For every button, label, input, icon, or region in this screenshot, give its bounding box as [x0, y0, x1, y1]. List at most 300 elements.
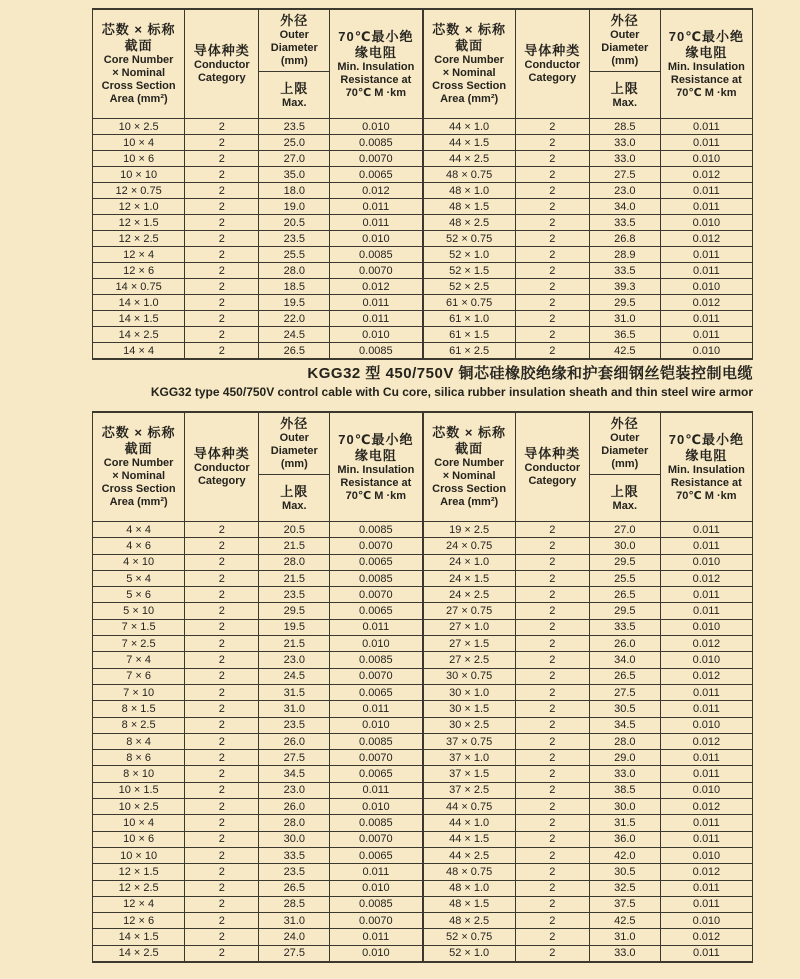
header-od-en: Diameter: [601, 42, 649, 54]
table-cell: 2: [515, 151, 589, 167]
lower-table-left-half: [92, 411, 423, 963]
table-cell: 14 × 1.0: [93, 295, 185, 311]
col-header-upper-limit-max: [589, 475, 660, 522]
header-conductor-en: Conductor: [194, 59, 250, 71]
table-cell: 33.0: [589, 135, 660, 151]
table-cell: 0.0070: [330, 587, 422, 603]
table-cell: 14 × 1.5: [93, 929, 185, 945]
table-cell: 24 × 2.5: [423, 587, 515, 603]
table-cell: 19.0: [259, 199, 330, 215]
table-row: [423, 799, 753, 815]
table-cell: 30.5: [589, 864, 660, 880]
table-cell: 0.010: [660, 279, 752, 295]
table-cell: 26.5: [589, 668, 660, 684]
table-cell: 0.010: [330, 799, 422, 815]
table-cell: 28.0: [589, 733, 660, 749]
table-cell: 2: [185, 896, 259, 912]
table-row: [93, 733, 423, 749]
table-cell: 33.0: [589, 945, 660, 962]
table-cell: 30.0: [589, 538, 660, 554]
table-row: [93, 619, 423, 635]
table-cell: 30 × 1.5: [423, 701, 515, 717]
table-cell: 2: [515, 327, 589, 343]
table-cell: 21.5: [259, 570, 330, 586]
header-od-zh: 外径: [280, 13, 309, 28]
table-cell: 34.0: [589, 199, 660, 215]
table-cell: 12 × 0.75: [93, 183, 185, 199]
table-cell: 0.011: [660, 880, 752, 896]
table-row: [423, 119, 753, 135]
col-header-min-insulation-resistance: [660, 412, 752, 522]
table-cell: 36.0: [589, 831, 660, 847]
header-core-en: Area (mm²): [440, 93, 499, 105]
table-cell: 0.010: [660, 717, 752, 733]
cable-spec-table: [423, 411, 754, 963]
table-cell: 2: [515, 864, 589, 880]
table-cell: 33.0: [589, 766, 660, 782]
table-row: [93, 799, 423, 815]
table-cell: 2: [185, 717, 259, 733]
header-resistance-en: Min. Insulation: [667, 60, 745, 73]
table-row: [93, 343, 423, 360]
table-cell: 12 × 2.5: [93, 880, 185, 896]
table-cell: 2: [515, 311, 589, 327]
table-cell: 10 × 1.5: [93, 782, 185, 798]
table-cell: 2: [185, 913, 259, 929]
table-row: [423, 279, 753, 295]
table-cell: 26.0: [259, 733, 330, 749]
table-cell: 0.0085: [330, 135, 422, 151]
table-cell: 52 × 0.75: [423, 231, 515, 247]
table-cell: 33.5: [589, 263, 660, 279]
table-row: [93, 167, 423, 183]
table-cell: 61 × 1.0: [423, 311, 515, 327]
table-cell: 0.012: [660, 570, 752, 586]
table-cell: 0.012: [660, 668, 752, 684]
table-cell: 0.010: [330, 880, 422, 896]
table-cell: 0.0085: [330, 570, 422, 586]
table-cell: 2: [185, 668, 259, 684]
table-row: [423, 231, 753, 247]
table-row: [93, 750, 423, 766]
table-cell: 0.0070: [330, 750, 422, 766]
table-cell: 2: [185, 522, 259, 538]
table-cell: 2: [515, 587, 589, 603]
section-title-chinese: KGG32 型 450/750V 铜芯硅橡胶绝缘和护套细钢丝铠装控制电缆: [307, 365, 753, 382]
table-cell: 0.011: [660, 199, 752, 215]
table-cell: 2: [185, 343, 259, 360]
table-cell: 42.5: [589, 913, 660, 929]
table-cell: 30 × 2.5: [423, 717, 515, 733]
table-cell: 39.3: [589, 279, 660, 295]
table-cell: 0.011: [660, 522, 752, 538]
table-row: [423, 570, 753, 586]
table-cell: 26.5: [259, 343, 330, 360]
table-body: [423, 119, 753, 360]
table-cell: 52 × 0.75: [423, 929, 515, 945]
table-cell: 0.010: [660, 619, 752, 635]
table-cell: 24.5: [259, 327, 330, 343]
table-cell: 2: [515, 701, 589, 717]
table-cell: 27.0: [259, 151, 330, 167]
table-cell: 2: [185, 831, 259, 847]
table-row: [93, 701, 423, 717]
col-header-conductor-category: [185, 9, 259, 119]
upper-table-right-half: [423, 8, 754, 360]
table-cell: 42.5: [589, 343, 660, 360]
table-row: [423, 167, 753, 183]
header-max-en: Max.: [282, 499, 307, 512]
table-cell: 0.011: [660, 327, 752, 343]
table-cell: 2: [185, 135, 259, 151]
table-cell: 0.011: [660, 538, 752, 554]
header-resistance-en: Min. Insulation: [337, 60, 415, 73]
cable-spec-table: [92, 8, 423, 360]
table-cell: 0.010: [330, 119, 422, 135]
table-cell: 0.010: [330, 636, 422, 652]
table-cell: 2: [515, 167, 589, 183]
table-cell: 0.011: [660, 183, 752, 199]
table-cell: 0.0065: [330, 554, 422, 570]
table-cell: 2: [185, 847, 259, 863]
table-cell: 2: [185, 263, 259, 279]
table-cell: 2: [515, 717, 589, 733]
col-header-outer-diameter: [589, 9, 660, 72]
table-cell: 5 × 10: [93, 603, 185, 619]
table-cell: 28.0: [259, 815, 330, 831]
table-cell: 23.5: [259, 717, 330, 733]
table-row: [423, 717, 753, 733]
table-cell: 2: [515, 945, 589, 962]
table-cell: 44 × 1.0: [423, 119, 515, 135]
table-cell: 2: [515, 815, 589, 831]
table-cell: 2: [515, 929, 589, 945]
table-cell: 2: [185, 247, 259, 263]
table-cell: 12 × 4: [93, 896, 185, 912]
col-header-upper-limit-max: [589, 72, 660, 119]
table-row: [423, 554, 753, 570]
header-core-zh: 截面: [124, 38, 153, 53]
header-core-zh: 截面: [455, 441, 484, 456]
table-cell: 5 × 6: [93, 587, 185, 603]
table-cell: 0.012: [330, 279, 422, 295]
table-row: [423, 311, 753, 327]
upper-table-left-half: [92, 8, 423, 360]
table-row: [93, 782, 423, 798]
header-core-en: Core Number: [103, 54, 174, 66]
table-cell: 0.0065: [330, 847, 422, 863]
table-cell: 18.0: [259, 183, 330, 199]
col-header-outer-diameter: [259, 9, 330, 72]
table-cell: 0.010: [330, 717, 422, 733]
header-od-en: Outer: [279, 29, 309, 41]
table-cell: 10 × 10: [93, 847, 185, 863]
header-od-en: Diameter: [601, 445, 649, 457]
table-cell: 2: [515, 231, 589, 247]
header-resistance-en: 70℃ M ·km: [676, 489, 737, 502]
table-cell: 48 × 1.0: [423, 183, 515, 199]
table-cell: 27.5: [259, 750, 330, 766]
table-row: [423, 652, 753, 668]
table-row: [93, 668, 423, 684]
header-max-zh: 上限: [280, 80, 309, 96]
header-od-en: (mm): [611, 458, 639, 470]
header-core-en: × Nominal: [442, 470, 496, 482]
table-cell: 2: [515, 684, 589, 700]
table-row: [423, 587, 753, 603]
table-row: [93, 215, 423, 231]
table-cell: 14 × 1.5: [93, 311, 185, 327]
header-conductor-zh: 导体种类: [193, 446, 250, 461]
header-conductor-zh: 导体种类: [524, 43, 581, 58]
table-cell: 2: [185, 701, 259, 717]
table-cell: 26.0: [589, 636, 660, 652]
table-cell: 2: [185, 215, 259, 231]
table-cell: 48 × 1.5: [423, 896, 515, 912]
table-cell: 0.010: [330, 327, 422, 343]
col-header-min-insulation-resistance: [330, 412, 422, 522]
header-core-en: Core Number: [434, 457, 504, 469]
table-row: [423, 636, 753, 652]
table-cell: 14 × 4: [93, 343, 185, 360]
table-cell: 14 × 2.5: [93, 945, 185, 962]
header-max-en: Max.: [612, 499, 638, 512]
table-cell: 0.011: [660, 766, 752, 782]
table-cell: 28.5: [259, 896, 330, 912]
table-cell: 32.5: [589, 880, 660, 896]
header-core-zh: 芯数 × 标称: [101, 425, 176, 440]
table-cell: 0.010: [660, 343, 752, 360]
table-cell: 22.0: [259, 311, 330, 327]
table-cell: 2: [515, 831, 589, 847]
table-cell: 2: [515, 119, 589, 135]
table-cell: 2: [515, 603, 589, 619]
header-od-zh: 外径: [610, 13, 639, 28]
table-cell: 0.011: [330, 619, 422, 635]
table-cell: 34.0: [589, 652, 660, 668]
table-row: [93, 815, 423, 831]
table-cell: 61 × 1.5: [423, 327, 515, 343]
header-resistance-en: Resistance at: [670, 73, 742, 86]
table-cell: 4 × 6: [93, 538, 185, 554]
table-cell: 2: [515, 636, 589, 652]
header-max-en: Max.: [612, 96, 638, 109]
table-cell: 2: [185, 652, 259, 668]
header-resistance-en: 70℃ M ·km: [345, 489, 407, 502]
table-cell: 0.0085: [330, 343, 422, 360]
table-row: [93, 929, 423, 945]
header-core-en: × Nominal: [112, 470, 166, 482]
table-cell: 2: [185, 880, 259, 896]
table-cell: 2: [185, 538, 259, 554]
table-cell: 2: [515, 538, 589, 554]
table-cell: 2: [515, 766, 589, 782]
table-cell: 0.0065: [330, 167, 422, 183]
table-cell: 2: [515, 799, 589, 815]
table-body: [423, 522, 753, 963]
table-row: [93, 896, 423, 912]
table-row: [423, 215, 753, 231]
table-cell: 2: [185, 684, 259, 700]
table-cell: 37.5: [589, 896, 660, 912]
header-core-en: Cross Section: [432, 80, 507, 92]
table-row: [423, 864, 753, 880]
table-cell: 25.0: [259, 135, 330, 151]
header-od-en: (mm): [611, 55, 639, 67]
table-cell: 2: [515, 913, 589, 929]
table-cell: 20.5: [259, 522, 330, 538]
header-resistance-zh: 缘电阻: [685, 44, 728, 60]
table-cell: 30.5: [589, 701, 660, 717]
header-resistance-en: Min. Insulation: [667, 463, 745, 476]
table-cell: 2: [515, 554, 589, 570]
lower-table-right-half: [423, 411, 754, 963]
table-cell: 24.0: [259, 929, 330, 945]
header-core-en: Area (mm²): [440, 496, 499, 508]
header-od-en: (mm): [280, 55, 308, 67]
table-cell: 0.011: [660, 684, 752, 700]
table-cell: 61 × 0.75: [423, 295, 515, 311]
col-header-conductor-category: [515, 412, 589, 522]
table-row: [93, 717, 423, 733]
table-cell: 33.5: [589, 215, 660, 231]
header-conductor-en: Category: [197, 475, 246, 487]
header-resistance-en: Resistance at: [670, 476, 742, 489]
table-cell: 26.8: [589, 231, 660, 247]
table-row: [93, 295, 423, 311]
table-cell: 2: [185, 151, 259, 167]
table-cell: 0.012: [660, 733, 752, 749]
table-cell: 2: [515, 522, 589, 538]
table-cell: 10 × 4: [93, 815, 185, 831]
table-row: [93, 847, 423, 863]
table-cell: 2: [515, 135, 589, 151]
table-cell: 37 × 2.5: [423, 782, 515, 798]
table-cell: 12 × 6: [93, 263, 185, 279]
table-cell: 29.5: [589, 603, 660, 619]
table-cell: 0.0070: [330, 831, 422, 847]
table-cell: 0.0070: [330, 151, 422, 167]
table-cell: 24.5: [259, 668, 330, 684]
table-row: [93, 199, 423, 215]
header-od-zh: 外径: [610, 416, 639, 431]
header-core-zh: 芯数 × 标称: [432, 425, 507, 440]
table-cell: 27 × 1.0: [423, 619, 515, 635]
table-cell: 42.0: [589, 847, 660, 863]
header-od-en: Outer: [279, 432, 309, 444]
table-cell: 10 × 6: [93, 151, 185, 167]
table-cell: 23.5: [259, 587, 330, 603]
table-cell: 37 × 1.5: [423, 766, 515, 782]
table-cell: 2: [515, 247, 589, 263]
table-cell: 2: [515, 652, 589, 668]
table-cell: 0.011: [660, 750, 752, 766]
table-row: [93, 135, 423, 151]
table-cell: 0.012: [660, 929, 752, 945]
header-max-zh: 上限: [280, 483, 309, 499]
table-cell: 34.5: [259, 766, 330, 782]
table-cell: 2: [185, 119, 259, 135]
col-header-upper-limit-max: [259, 72, 330, 119]
col-header-outer-diameter: [589, 412, 660, 475]
table-cell: 0.011: [660, 135, 752, 151]
table-row: [423, 199, 753, 215]
table-row: [423, 619, 753, 635]
table-cell: 44 × 1.5: [423, 831, 515, 847]
table-cell: 26.5: [589, 587, 660, 603]
table-row: [423, 945, 753, 962]
table-cell: 2: [185, 636, 259, 652]
table-cell: 27.5: [589, 167, 660, 183]
table-cell: 0.0065: [330, 684, 422, 700]
table-cell: 2: [515, 896, 589, 912]
table-cell: 0.011: [660, 831, 752, 847]
table-cell: 35.0: [259, 167, 330, 183]
table-cell: 10 × 2.5: [93, 799, 185, 815]
table-cell: 48 × 1.5: [423, 199, 515, 215]
table-cell: 2: [185, 782, 259, 798]
table-row: [93, 151, 423, 167]
lower-spec-table: [92, 411, 753, 963]
header-resistance-zh: 缘电阻: [354, 447, 397, 463]
table-cell: 33.0: [589, 151, 660, 167]
col-header-min-insulation-resistance: [660, 9, 752, 119]
table-cell: 31.5: [589, 815, 660, 831]
table-cell: 0.011: [330, 701, 422, 717]
table-cell: 12 × 1.5: [93, 215, 185, 231]
table-cell: 2: [515, 847, 589, 863]
table-cell: 30 × 0.75: [423, 668, 515, 684]
table-cell: 37 × 1.0: [423, 750, 515, 766]
table-cell: 30.0: [589, 799, 660, 815]
table-cell: 12 × 2.5: [93, 231, 185, 247]
header-max-zh: 上限: [610, 483, 639, 499]
table-cell: 52 × 1.0: [423, 945, 515, 962]
table-cell: 0.0085: [330, 652, 422, 668]
table-cell: 52 × 2.5: [423, 279, 515, 295]
table-cell: 29.0: [589, 750, 660, 766]
col-header-core-number: [423, 9, 515, 119]
table-cell: 0.0085: [330, 815, 422, 831]
col-header-core-number: [93, 9, 185, 119]
header-resistance-en: 70℃ M ·km: [345, 86, 407, 99]
table-cell: 37 × 0.75: [423, 733, 515, 749]
table-cell: 29.5: [589, 295, 660, 311]
table-cell: 4 × 4: [93, 522, 185, 538]
table-cell: 31.5: [259, 684, 330, 700]
table-cell: 2: [185, 864, 259, 880]
header-conductor-en: Conductor: [524, 462, 581, 474]
table-row: [423, 538, 753, 554]
col-header-conductor-category: [185, 412, 259, 522]
table-row: [423, 522, 753, 538]
header-conductor-zh: 导体种类: [193, 43, 250, 58]
table-cell: 0.011: [660, 815, 752, 831]
table-cell: 0.011: [660, 119, 752, 135]
table-cell: 2: [185, 554, 259, 570]
table-cell: 2: [185, 570, 259, 586]
table-cell: 21.5: [259, 636, 330, 652]
table-cell: 31.0: [259, 913, 330, 929]
table-cell: 0.012: [660, 231, 752, 247]
table-cell: 2: [185, 945, 259, 962]
header-core-zh: 截面: [455, 38, 484, 53]
table-cell: 5 × 4: [93, 570, 185, 586]
table-cell: 0.011: [660, 311, 752, 327]
table-row: [423, 913, 753, 929]
header-core-en: Core Number: [434, 54, 504, 66]
table-cell: 31.0: [589, 929, 660, 945]
